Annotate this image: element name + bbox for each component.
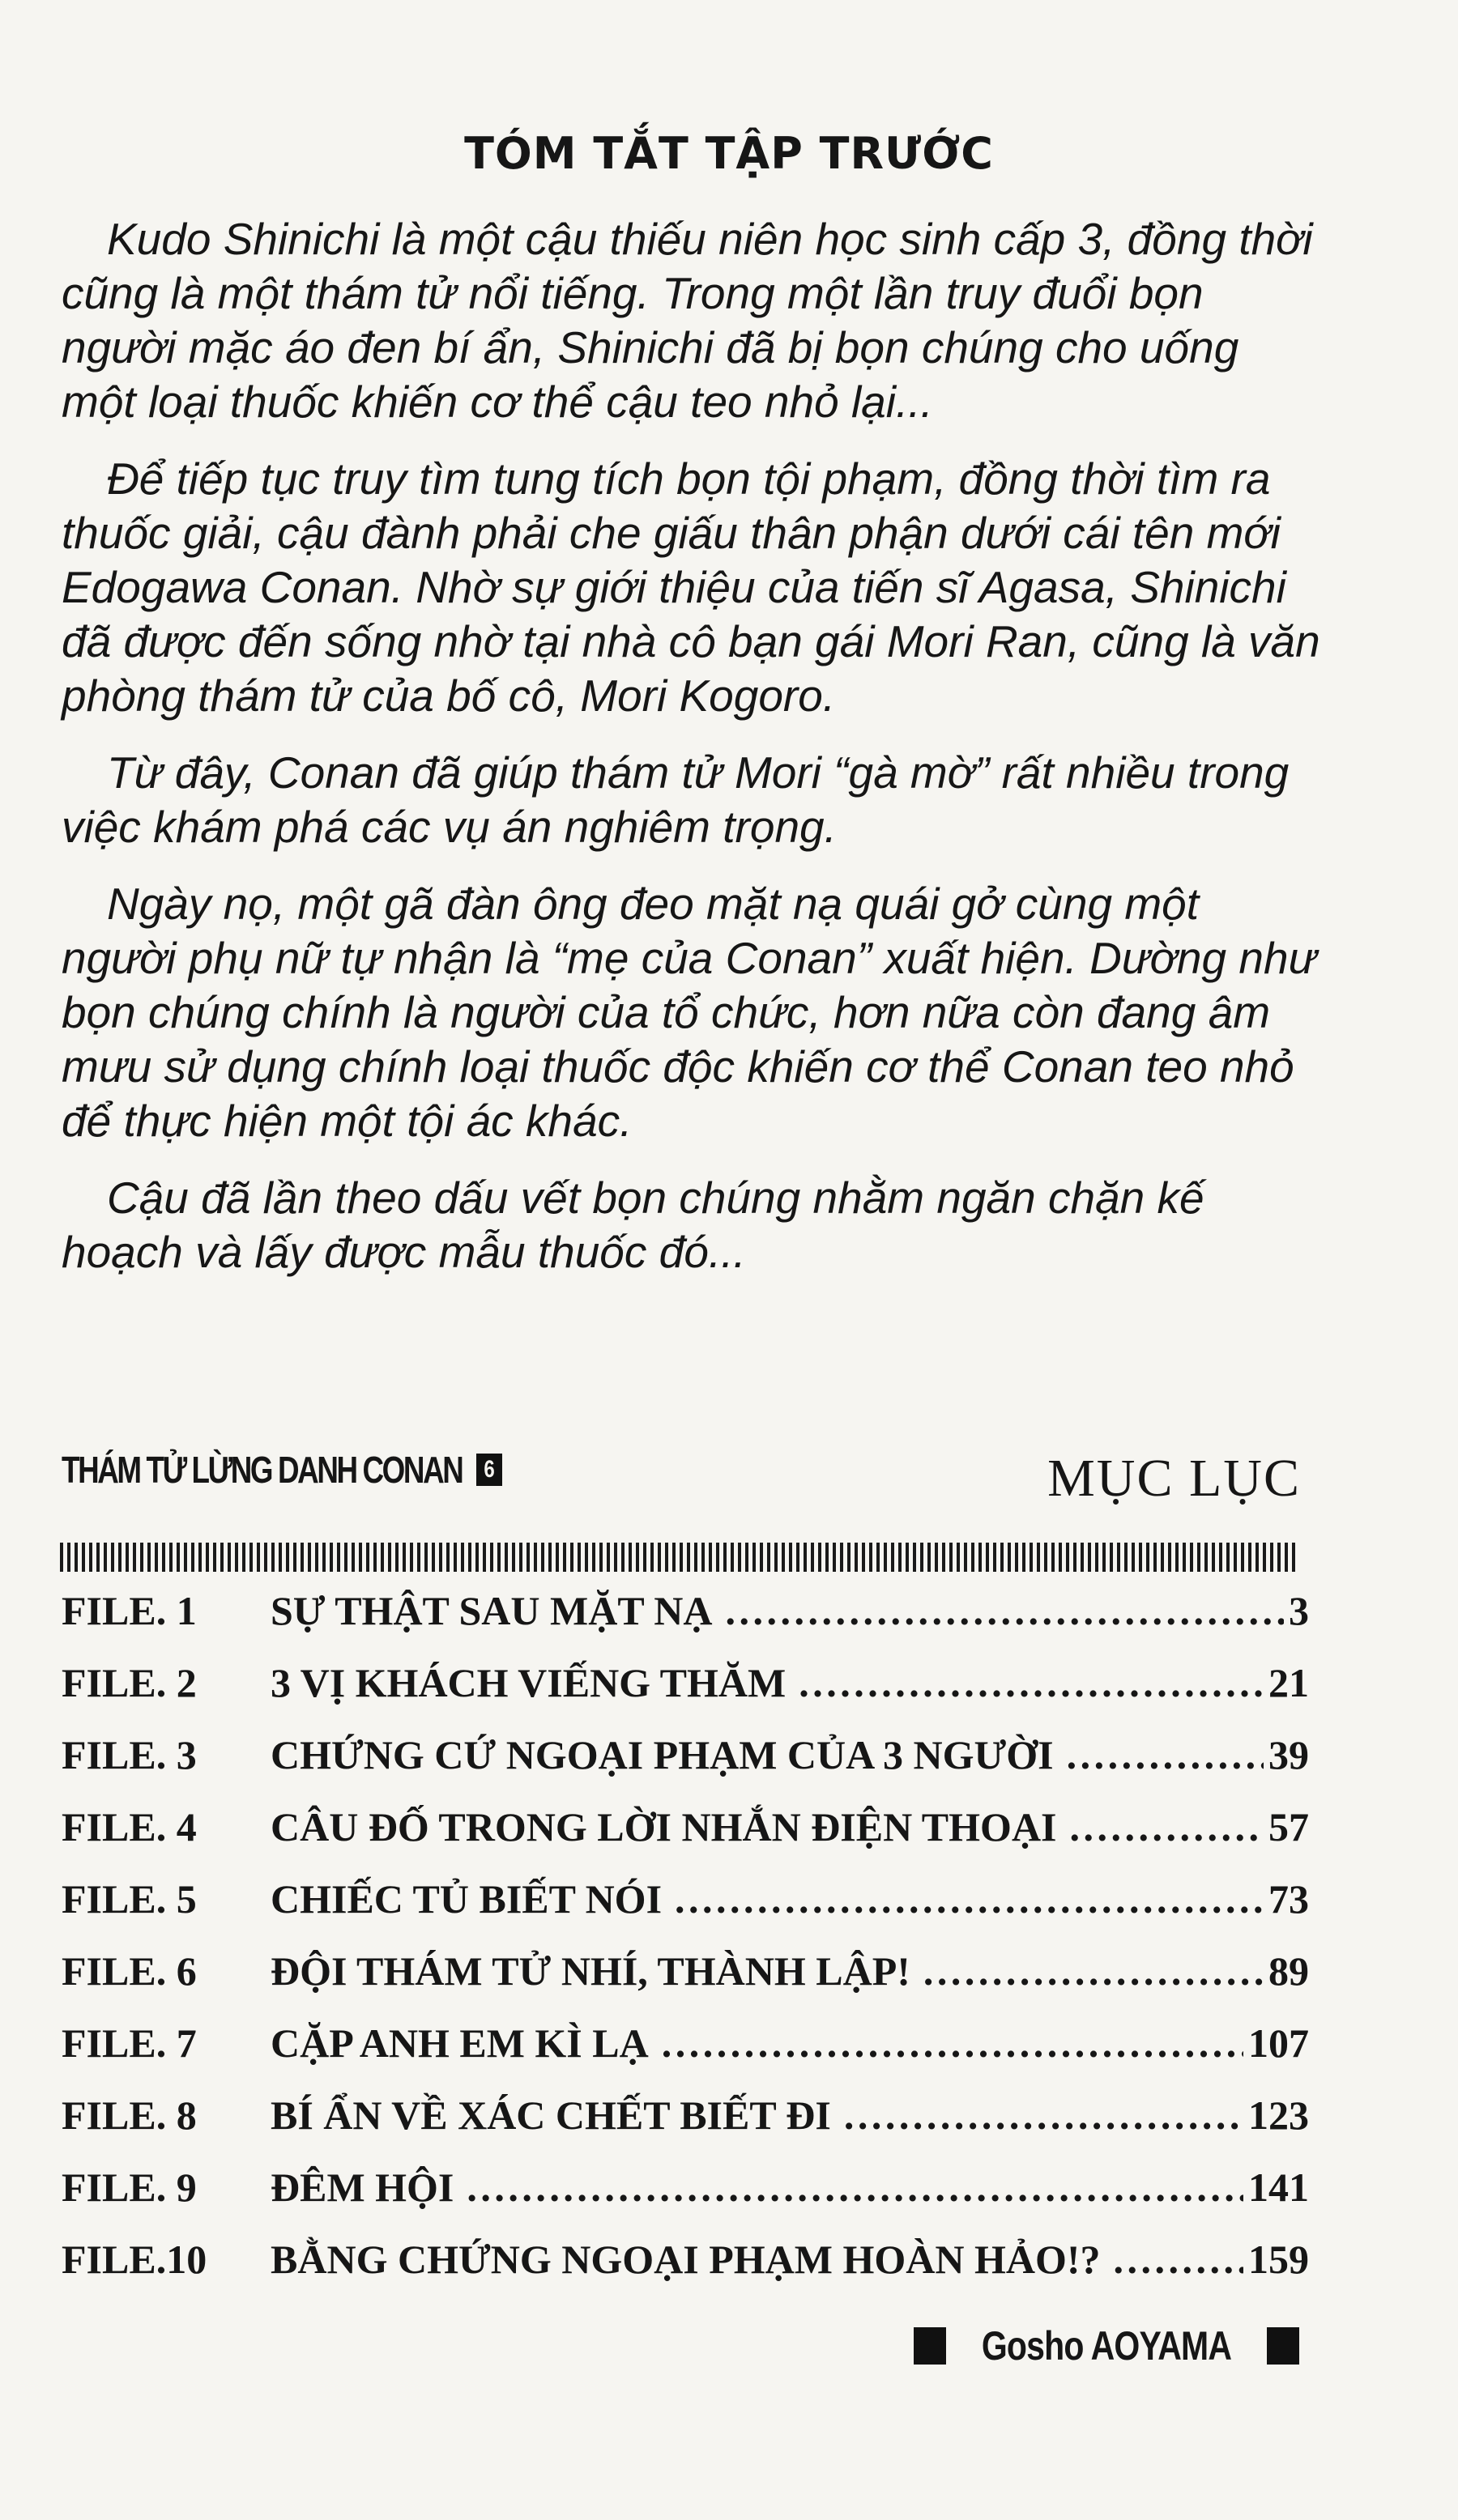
toc-entry — [62, 1587, 1309, 1659]
toc-entry — [62, 1947, 1309, 2020]
table-of-contents — [62, 1587, 1309, 2308]
toc-page-number: 3 — [1289, 1588, 1309, 1633]
toc-leader-dots — [467, 2164, 1243, 2211]
toc-entry — [62, 1659, 1309, 1731]
toc-page-number: 73 — [1268, 1876, 1309, 1922]
toc-chapter-title: BẰNG CHỨNG NGOẠI PHẠM HOÀN HẢO!? — [271, 2237, 1101, 2282]
toc-title: MỤC LỤC — [1047, 1449, 1301, 1508]
author-name: Gosho AOYAMA — [981, 2323, 1232, 2369]
summary-paragraph: Để tiếp tục truy tìm tung tích bọn tội phạm, đồng thời tìm ra thuốc giải, cậu đành phải che giấu thân phận dưới cái tên mới Edogawa Conan. Nhờ sự giới thiệu của tiến sĩ Agasa, Shinichi đã được đến sống nhờ tại nhà cô bạn gái Mori Ran, cũng là văn phòng thám tử của bố cô, Mori Kogoro. — [62, 453, 1320, 721]
toc-entry — [62, 2020, 1309, 2092]
toc-file-number: FILE. 5 — [62, 1876, 197, 1922]
toc-entry — [62, 2164, 1309, 2236]
toc-leader-dots — [675, 1875, 1264, 1922]
toc-file-number: FILE. 4 — [62, 1804, 197, 1850]
decorative-rule — [60, 1543, 1298, 1572]
toc-chapter-title: CÂU ĐỐ TRONG LỜI NHẮN ĐIỆN THOẠI — [271, 1804, 1057, 1850]
summary-paragraph: Kudo Shinichi là một cậu thiếu niên học sinh cấp 3, đồng thời cũng là một thám tử nổi tiếng. Trong một lần truy đuổi bọn người mặc áo đen bí ẩn, Shinichi đã bị bọn chúng cho uống một loại thuốc khiến cơ thể cậu teo nhỏ lại... — [62, 214, 1313, 427]
toc-leader-dots — [923, 1947, 1264, 1994]
toc-page-number: 21 — [1268, 1660, 1309, 1705]
toc-file-number: FILE.10 — [62, 2237, 207, 2282]
author-bar-right — [1267, 2327, 1299, 2365]
toc-page-number: 39 — [1268, 1732, 1309, 1777]
toc-chapter-title: 3 VỊ KHÁCH VIẾNG THĂM — [271, 1660, 787, 1705]
toc-chapter-title: ĐỘI THÁM TỬ NHÍ, THÀNH LẬP! — [271, 1948, 910, 1994]
toc-entry — [62, 2236, 1309, 2308]
toc-leader-dots — [799, 1659, 1264, 1706]
toc-file-number: FILE. 2 — [62, 1660, 197, 1705]
toc-entry — [62, 2092, 1309, 2164]
toc-chapter-title: CHIẾC TỦ BIẾT NÓI — [271, 1876, 663, 1922]
volume-badge: 6 — [476, 1454, 502, 1486]
summary-paragraph: Cậu đã lần theo dấu vết bọn chúng nhằm ngăn chặn kế hoạch và lấy được mẫu thuốc đó... — [62, 1173, 1204, 1277]
toc-page-number: 57 — [1268, 1804, 1309, 1850]
toc-chapter-title: CHỨNG CỨ NGOẠI PHẠM CỦA 3 NGƯỜI — [271, 1732, 1054, 1777]
summary-paragraph: Ngày nọ, một gã đàn ông đeo mặt nạ quái gở cùng một người phụ nữ tự nhận là “mẹ của Conan” xuất hiện. Dường như bọn chúng chính là người của tổ chức, hơn nữa còn đang âm mưu sử dụng chính loại thuốc độc khiến cơ thể Conan teo nhỏ để thực hiện một tội ác khác. — [62, 879, 1317, 1146]
toc-page-number: 107 — [1248, 2020, 1309, 2066]
toc-chapter-title: BÍ ẨN VỀ XÁC CHẾT BIẾT ĐI — [271, 2092, 831, 2138]
toc-leader-dots — [725, 1587, 1284, 1634]
toc-entry — [62, 1731, 1309, 1803]
summary-title: TÓM TẮT TẬP TRƯỚC — [464, 128, 994, 179]
toc-file-number: FILE. 8 — [62, 2092, 197, 2138]
toc-page-number: 89 — [1268, 1948, 1309, 1994]
toc-chapter-title: ĐÊM HỘI — [271, 2165, 454, 2210]
toc-file-number: FILE. 6 — [62, 1948, 197, 1994]
toc-leader-dots — [662, 2020, 1243, 2067]
toc-file-number: FILE. 7 — [62, 2020, 197, 2066]
toc-file-number: FILE. 3 — [62, 1732, 197, 1777]
toc-chapter-title: SỰ THẬT SAU MẶT NẠ — [271, 1588, 713, 1633]
toc-file-number: FILE. 1 — [62, 1588, 197, 1633]
author-credit — [914, 2322, 1299, 2369]
toc-leader-dots — [1114, 2236, 1244, 2283]
toc-page-number: 123 — [1248, 2092, 1309, 2138]
toc-page-number: 141 — [1248, 2165, 1309, 2210]
toc-leader-dots — [1067, 1731, 1264, 1778]
toc-entry — [62, 1803, 1309, 1875]
toc-file-number: FILE. 9 — [62, 2165, 197, 2210]
toc-chapter-title: CẶP ANH EM KÌ LẠ — [271, 2020, 649, 2066]
toc-page-number: 159 — [1248, 2237, 1309, 2282]
toc-header — [62, 1433, 1301, 1514]
summary-paragraph: Từ đây, Conan đã giúp thám tử Mori “gà mờ” rất nhiều trong việc khám phá các vụ án nghiêm trọng. — [62, 747, 1290, 852]
toc-leader-dots — [1070, 1803, 1264, 1850]
toc-leader-dots — [844, 2092, 1243, 2139]
series-title-text: THÁM TỬ LỪNG DANH CONAN — [62, 1449, 463, 1491]
toc-entry — [62, 1875, 1309, 1947]
series-title — [62, 1448, 502, 1492]
author-bar-left — [914, 2327, 946, 2365]
summary-text — [62, 212, 1325, 1302]
